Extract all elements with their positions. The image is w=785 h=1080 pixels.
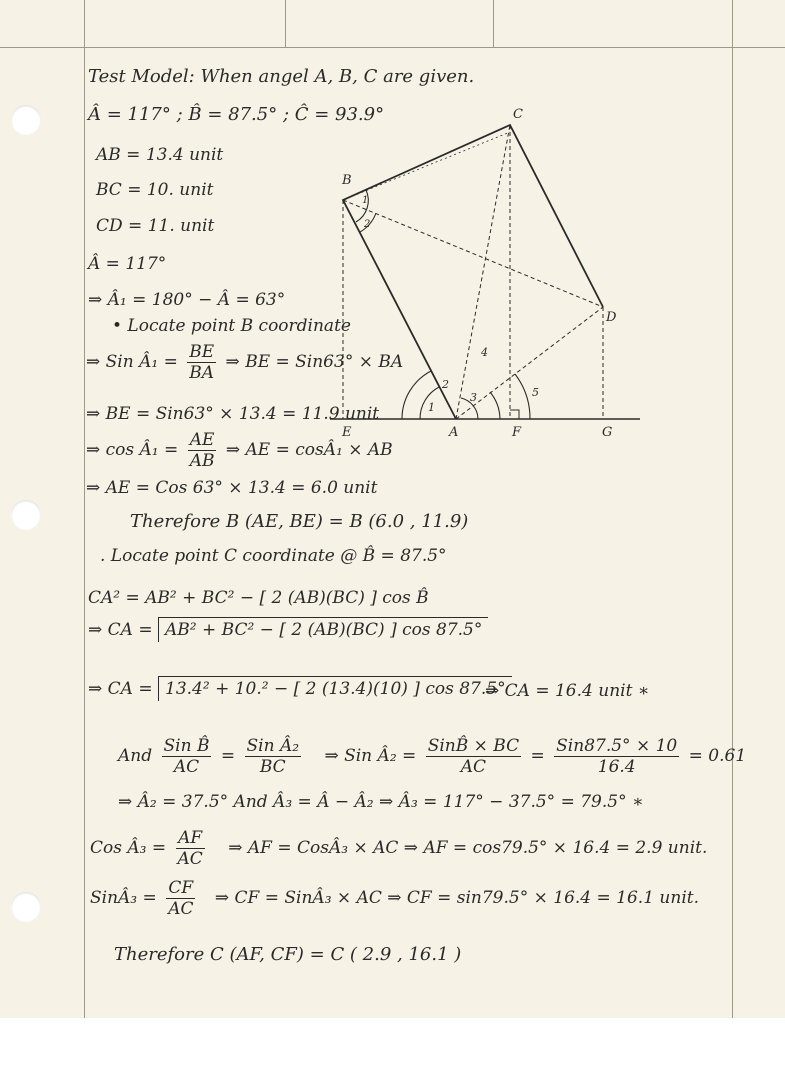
construction-line-ac bbox=[456, 125, 510, 419]
sin-a3-fraction bbox=[166, 878, 195, 919]
sin-a2-fraction-numeric bbox=[554, 736, 679, 777]
law-of-sines-line bbox=[118, 736, 746, 777]
fraction-numerator: Sin B̂ bbox=[163, 736, 210, 756]
locate-c-heading: . Locate point C coordinate @ B̂ = 87.5° bbox=[100, 546, 447, 566]
given-ab: AB = 13.4 unit bbox=[96, 145, 224, 165]
fraction-numerator: Sin87.5° × 10 bbox=[556, 736, 678, 756]
sqrt-expression: 13.4² + 10.² − [ 2 (13.4)(10) ] cos 87.5° bbox=[158, 676, 512, 701]
sin-a1-prefix: ⇒ Sin Â₁ = bbox=[86, 352, 178, 372]
angle-label-a5: 5 bbox=[532, 386, 539, 399]
angle-arc-a2 bbox=[402, 371, 431, 419]
angle-label-a2: 2 bbox=[442, 378, 449, 391]
ca-sqrt-symbolic bbox=[88, 620, 488, 640]
fraction-denominator: AC bbox=[177, 849, 203, 869]
fraction-denominator: AC bbox=[168, 899, 194, 919]
point-label-e: E bbox=[342, 425, 352, 440]
equals-sign: = bbox=[530, 746, 545, 766]
fraction-numerator: AE bbox=[188, 430, 217, 451]
point-label-b: B bbox=[342, 173, 352, 188]
cos-a1-line bbox=[86, 430, 393, 471]
right-angle-mark bbox=[510, 410, 519, 419]
ca-prefix: ⇒ CA = bbox=[88, 620, 153, 640]
fraction-numerator: BE bbox=[189, 342, 215, 362]
sin-a2-fraction-symbolic bbox=[426, 736, 521, 777]
fraction-numerator: CF bbox=[166, 878, 195, 899]
fraction-numerator: AF bbox=[176, 828, 205, 849]
given-bc: BC = 10. unit bbox=[96, 180, 214, 200]
cos-a1-prefix: ⇒ cos Â₁ = bbox=[86, 440, 179, 460]
point-label-g: G bbox=[602, 425, 613, 440]
given-angles: Â = 117° ; B̂ = 87.5° ; Ĉ = 93.9° bbox=[88, 104, 385, 125]
law-sines-fraction-1 bbox=[162, 736, 212, 777]
angle-a1-calc: ⇒ Â₁ = 180° − Â = 63° bbox=[88, 290, 286, 310]
cos-a1-fraction bbox=[188, 430, 217, 471]
sin-a3-prefix: SinÂ₃ = bbox=[90, 888, 157, 908]
ca-prefix: ⇒ CA = bbox=[88, 679, 153, 699]
cos-a3-fraction bbox=[176, 828, 205, 869]
fraction-numerator: SinB̂ × BC bbox=[427, 736, 520, 756]
angle-label-a3: 3 bbox=[470, 391, 477, 404]
construction-line-bc bbox=[343, 132, 510, 200]
cos-a3-prefix: Cos Â₃ = bbox=[90, 838, 167, 858]
point-label-f: F bbox=[512, 425, 522, 440]
b-coordinate-result: Therefore B (AE, BE) = B (6.0 , 11.9) bbox=[130, 511, 469, 532]
angle-label-a1: 1 bbox=[428, 401, 435, 414]
point-label-c: C bbox=[513, 107, 523, 122]
c-coordinate-result: Therefore C (AF, CF) = C ( 2.9 , 16.1 ) bbox=[114, 944, 462, 965]
equals-sign: = bbox=[220, 746, 236, 766]
sin-a2-result: = 0.61 bbox=[688, 746, 747, 766]
sin-a3-line bbox=[90, 878, 699, 919]
page-bottom-margin bbox=[0, 1018, 785, 1080]
ca-result: ⇒ CA = 16.4 unit ∗ bbox=[485, 681, 650, 701]
fraction-denominator: AB bbox=[189, 451, 215, 471]
fraction-numerator: Sin Â₂ bbox=[246, 736, 300, 756]
point-label-d: D bbox=[606, 310, 617, 325]
and-word: And bbox=[118, 746, 153, 766]
fraction-denominator: 16.4 bbox=[597, 757, 636, 777]
sin-a1-line bbox=[86, 342, 403, 383]
given-cd: CD = 11. unit bbox=[96, 216, 215, 236]
law-sines-fraction-2 bbox=[245, 736, 302, 777]
construction-line-bd bbox=[343, 200, 603, 307]
sin-a2-prefix: ⇒ Sin Â₂ = bbox=[324, 746, 417, 766]
ae-value: ⇒ AE = Cos 63° × 13.4 = 6.0 unit bbox=[86, 478, 378, 498]
given-angle-a: Â = 117° bbox=[88, 254, 167, 274]
af-result: ⇒ AF = CosÂ₃ × AC ⇒ AF = cos79.5° × 16.4 = 2.9 unit. bbox=[228, 838, 708, 858]
sin-a1-result: ⇒ BE = Sin63° × BA bbox=[225, 352, 404, 372]
sqrt-expression: AB² + BC² − [ 2 (AB)(BC) ] cos 87.5° bbox=[158, 617, 488, 642]
construction-line-ad bbox=[456, 307, 603, 419]
fraction-denominator: BA bbox=[189, 363, 215, 383]
angle-label-b2: 2 bbox=[364, 219, 371, 230]
fraction-denominator: AC bbox=[460, 757, 487, 777]
angle-arc-a4 bbox=[490, 392, 500, 419]
ca-sqrt-numeric bbox=[88, 679, 512, 699]
be-value: ⇒ BE = Sin63° × 13.4 = 11.9 unit bbox=[86, 404, 380, 424]
cf-result: ⇒ CF = SinÂ₃ × AC ⇒ CF = sin79.5° × 16.4 = 16.1 unit. bbox=[214, 888, 700, 908]
fraction-denominator: AC bbox=[173, 757, 200, 777]
cos-a3-line bbox=[90, 828, 707, 869]
sin-a1-fraction bbox=[187, 342, 216, 383]
page-title: Test Model: When angel A, B, C are given. bbox=[88, 66, 475, 87]
law-of-cosines: CA² = AB² + BC² − [ 2 (AB)(BC) ] cos B̂ bbox=[88, 588, 429, 608]
angle-a2-a3-calc: ⇒ Â₂ = 37.5° And Â₃ = Â − Â₂ ⇒ Â₃ = 117° − 37.5° = 79.5° ∗ bbox=[118, 792, 644, 812]
fraction-denominator: BC bbox=[259, 757, 286, 777]
angle-arc-a5 bbox=[515, 374, 530, 419]
point-label-a: A bbox=[449, 425, 459, 440]
cos-a1-result: ⇒ AE = cosÂ₁ × AB bbox=[225, 440, 393, 460]
angle-label-a4: 4 bbox=[481, 346, 488, 359]
angle-label-b1: 1 bbox=[362, 195, 369, 206]
locate-b-heading: • Locate point B coordinate bbox=[112, 316, 351, 336]
